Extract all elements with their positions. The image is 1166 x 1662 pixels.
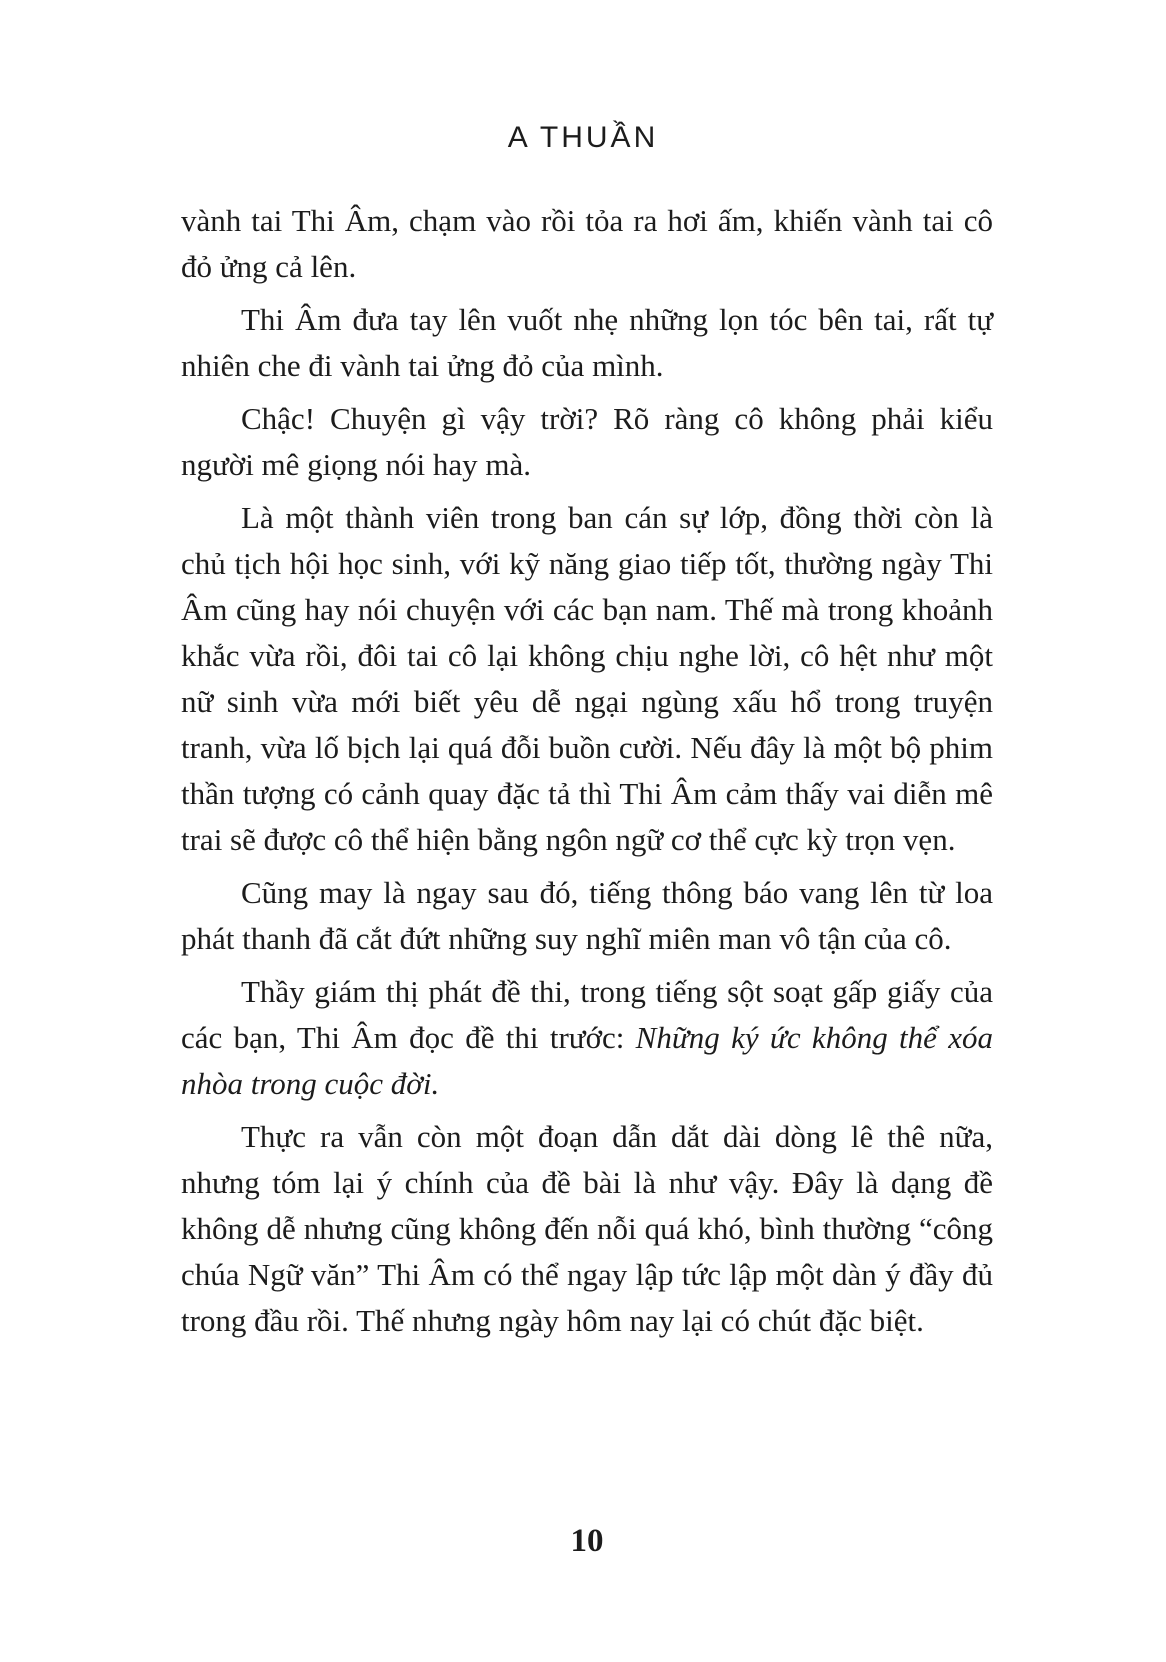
text-segment: Thi Âm đưa tay lên vuốt nhẹ những lọn tóc bên tai, rất tự nhiên che đi vành tai ửng đỏ của mình.: [181, 302, 993, 383]
page-number: 10: [570, 1523, 604, 1559]
paragraph: [181, 198, 993, 290]
text-segment: vành tai Thi Âm, chạm vào rồi tỏa ra hơi ấm, khiến vành tai cô đỏ ửng cả lên.: [181, 203, 993, 284]
text-segment: Là một thành viên trong ban cán sự lớp, đồng thời còn là chủ tịch hội học sinh, với kỹ năng giao tiếp tốt, thường ngày Thi Âm cũng hay nói chuyện với các bạn nam. Thế mà trong khoảnh khắc vừa rồi, đôi tai cô lại không chịu nghe lời, cô hệt như một nữ sinh vừa mới biết yêu dễ ngại ngùng xấu hổ trong truyện tranh, vừa lố bịch lại quá đỗi buồn cười. Nếu đây là một bộ phim thần tượng có cảnh quay đặc tả thì Thi Âm cảm thấy vai diễn mê trai sẽ được cô thể hiện bằng ngôn ngữ cơ thể cực kỳ trọn vẹn.: [181, 500, 993, 857]
text-segment: Thầy giám thị phát đề thi, trong tiếng sột soạt gấp giấy của các bạn, Thi Âm đọc đề thi trước:: [181, 974, 993, 1055]
paragraph: [181, 495, 993, 863]
body-text: [181, 198, 993, 1351]
text-segment: Cũng may là ngay sau đó, tiếng thông báo vang lên từ loa phát thanh đã cắt đứt những suy nghĩ miên man vô tận của cô.: [181, 875, 993, 956]
essay-title-italic: Những ký ức không thể xóa nhòa trong cuộc đời.: [181, 1020, 993, 1101]
text-segment: Chậc! Chuyện gì vậy trời? Rõ ràng cô không phải kiểu người mê giọng nói hay mà.: [181, 401, 993, 482]
paragraph: [181, 1114, 993, 1344]
paragraph: [181, 969, 993, 1107]
paragraph: [181, 297, 993, 389]
running-head: A THUẦN: [507, 121, 659, 154]
paragraph: [181, 396, 993, 488]
paragraph: [181, 870, 993, 962]
text-segment: Thực ra vẫn còn một đoạn dẫn dắt dài dòng lê thê nữa, nhưng tóm lại ý chính của đề bài là như vậy. Đây là dạng đề không dễ nhưng cũng không đến nỗi quá khó, bình thường “công chúa Ngữ văn” Thi Âm có thể ngay lập tức lập một dàn ý đầy đủ trong đầu rồi. Thế nhưng ngày hôm nay lại có chút đặc biệt.: [181, 1119, 993, 1338]
